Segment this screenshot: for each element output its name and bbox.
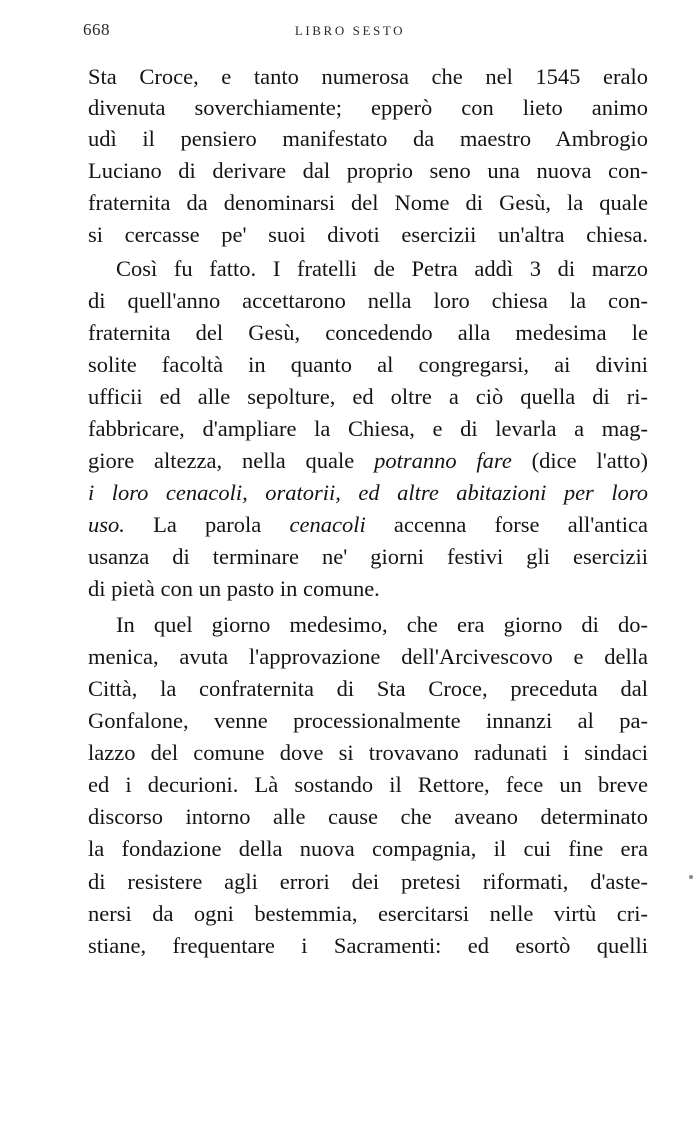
page-number: 668: [83, 20, 110, 39]
text-line-9: fraternita del Gesù, concedendo alla medesima le: [88, 320, 648, 345]
text-line-26: di resistere agli errori dei pretesi riformati, d'aste-: [88, 869, 648, 894]
text-line-21: Gonfalone, venne processionalmente innanzi al pa-: [88, 708, 648, 733]
line-13-start: giore altezza, nella quale: [88, 448, 375, 473]
text-line-12: fabbricare, d'ampliare la Chiesa, e di levarla a mag-: [88, 416, 648, 441]
text-line-15: [88, 509, 648, 541]
line-14-quote: i loro cenacoli, oratorii, ed altre abitazioni per loro: [88, 480, 648, 505]
line-15-end: accenna forse all'antica: [365, 512, 649, 537]
page-edge-mark: [689, 875, 693, 879]
line-15-middle: La parola: [124, 512, 290, 537]
text-line-8: di quell'anno accettarono nella loro chiesa la con-: [88, 288, 648, 313]
text-line-25: la fondazione della nuova compagnia, il cui fine era: [88, 836, 648, 861]
text-line-2: divenuta soverchiamente; epperò con lieto animo: [88, 95, 648, 120]
text-line-13: [88, 445, 648, 477]
text-line-4: Luciano di derivare dal proprio seno una nuova con-: [88, 158, 648, 183]
text-line-28: stiane, frequentare i Sacramenti: ed esortò quelli: [88, 933, 648, 958]
text-line-27: nersi da ogni bestemmia, esercitarsi nelle virtù cri-: [88, 901, 648, 926]
text-line-14: [88, 477, 648, 509]
text-line-1: Sta Croce, e tanto numerosa che nel 1545 eralo: [88, 64, 648, 89]
text-line-3: udì il pensiero manifestato da maestro Ambrogio: [88, 126, 648, 151]
text-line-24: discorso intorno alle cause che aveano determinato: [88, 804, 648, 829]
running-head: LIBRO SESTO: [294, 23, 406, 38]
text-line-20: Città, la confraternita di Sta Croce, preceduta dal: [88, 676, 648, 701]
text-line-10: solite facoltà in quanto al congregarsi, ai divini: [88, 352, 648, 377]
text-line-5: fraternita da denominarsi del Nome di Gesù, la quale: [88, 190, 648, 215]
text-line-17: di pietà con un pasto in comune.: [88, 576, 380, 601]
text-line-23: ed i decurioni. Là sostando il Rettore, fece un breve: [88, 772, 648, 797]
text-line-7: Così fu fatto. I fratelli de Petra addì 3 di marzo: [116, 256, 648, 281]
line-15-term: cenacoli: [289, 512, 366, 537]
text-line-16: usanza di terminare ne' giorni festivi gli esercizii: [88, 544, 648, 569]
line-13-quote: potranno fare: [374, 448, 512, 473]
text-line-22: lazzo del comune dove si trovavano radunati i sindaci: [88, 740, 648, 765]
line-15-quote: uso.: [88, 512, 125, 537]
line-13-end: (dice l'atto): [511, 448, 648, 473]
text-line-11: ufficii ed alle sepolture, ed oltre a ciò quella di ri-: [88, 384, 648, 409]
text-line-6: si cercasse pe' suoi divoti esercizii un'altra chiesa.: [88, 222, 648, 247]
text-line-19: menica, avuta l'approvazione dell'Arcivescovo e della: [88, 644, 648, 669]
text-line-18: In quel giorno medesimo, che era giorno di do-: [116, 612, 648, 637]
